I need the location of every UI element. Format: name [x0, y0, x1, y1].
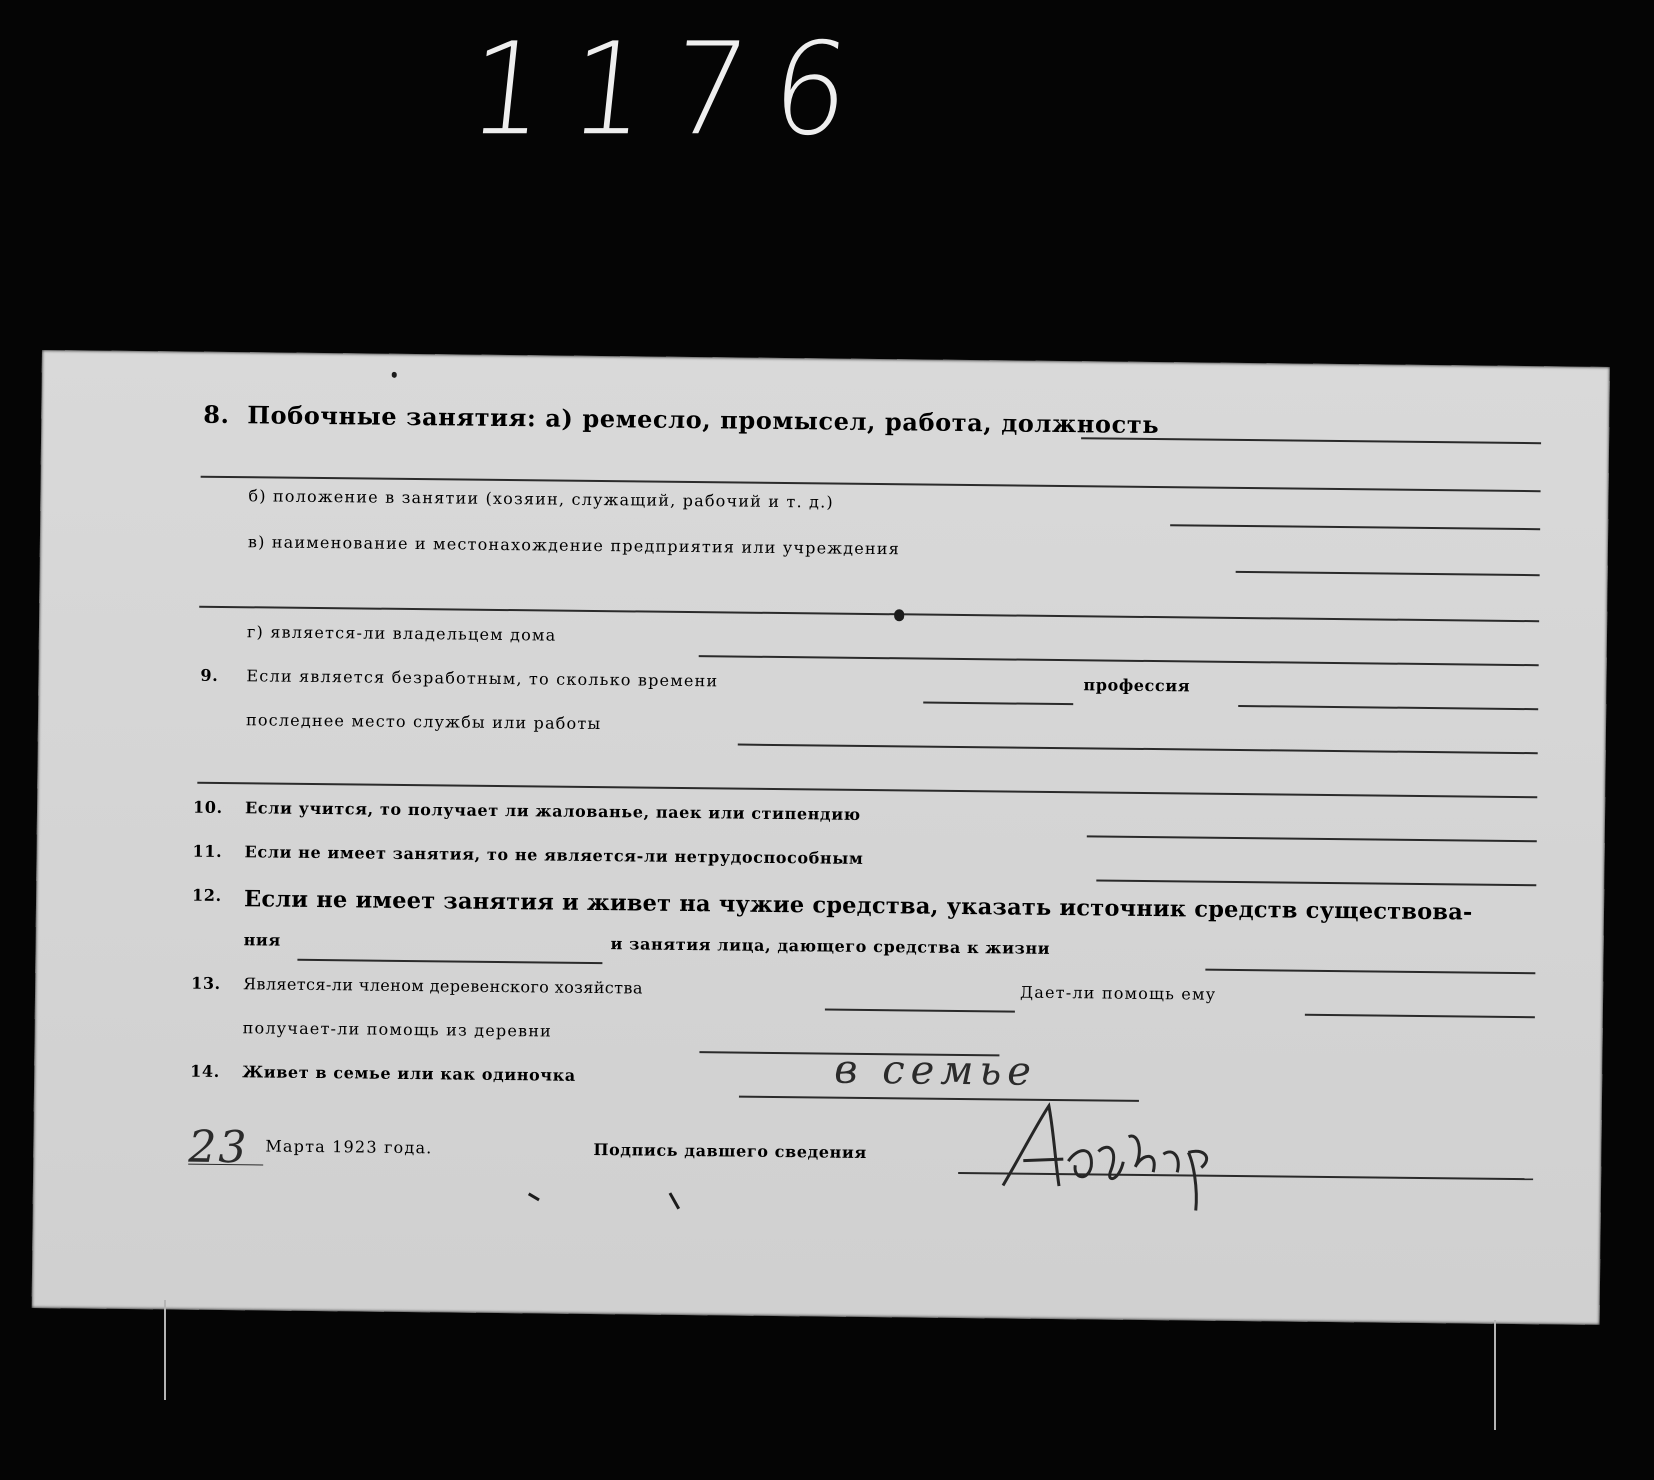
q11-text: Если не имеет занятия, то не является-ли нетрудоспособным [244, 842, 864, 868]
q12-line2-text: и занятия лица, дающего средства к жизни [610, 934, 1051, 958]
ink-speck [392, 372, 397, 378]
signature-image [993, 1090, 1254, 1213]
q8-number: 8. [203, 399, 230, 430]
q8-v-text: в) наименование и местонахождение предприятия или учреждения [247, 532, 901, 559]
q11-number: 11. [192, 841, 223, 861]
q9-continuation-line[interactable] [197, 782, 1537, 798]
q14-text: Живет в семье или как одиночка [242, 1062, 576, 1085]
q12-provider-blank[interactable] [1205, 969, 1535, 975]
footer-date-text: Марта 1923 года. [265, 1136, 433, 1158]
q12-line1-text: Если не имеет занятия и живет на чужие средства, указать источник средств существова- [243, 886, 1473, 926]
q10-text: Если учится, то получает ли жалованье, паек или стипендию [244, 798, 861, 824]
q8-main-text: Побочные занятия: а) ремесло, промысел, работа, должность [247, 400, 1160, 440]
q12-number: 12. [192, 885, 222, 905]
q9-last-job-blank[interactable] [738, 744, 1538, 755]
q13-help-label: Дает-ли помощь ему [1020, 982, 1217, 1004]
q9-line2-text: последнее место службы или работы [245, 710, 602, 734]
q8-main-blank[interactable] [1081, 437, 1541, 444]
q10-blank[interactable] [1087, 835, 1537, 842]
q8-b-blank[interactable] [1170, 524, 1540, 530]
frame-number: 1176 [462, 14, 883, 164]
signature-label: Подпись давшего сведения [593, 1140, 867, 1162]
q8-g-blank[interactable] [699, 655, 1539, 666]
questionnaire-card [32, 350, 1610, 1325]
q10-number: 10. [192, 797, 223, 817]
q12-line2-start: ния [243, 930, 281, 950]
ink-speck [894, 609, 904, 621]
q9-profession-blank[interactable] [1238, 705, 1538, 710]
q9-profession-label: профессия [1083, 675, 1191, 696]
footer-day-handwritten: 23 [188, 1121, 249, 1174]
q13-line1-text: Является-ли членом деревенского хозяйства [243, 974, 643, 998]
q8-v-blank[interactable] [1236, 571, 1540, 576]
q13-number: 13. [191, 973, 221, 993]
q9-line1-text: Если является безработным, то сколько времени [246, 666, 719, 691]
q11-blank[interactable] [1096, 879, 1536, 886]
q14-answer-handwritten: в семье [834, 1046, 1038, 1095]
ink-speck [528, 1193, 540, 1202]
q9-number: 9. [200, 665, 219, 685]
film-edge-mark [1494, 1320, 1496, 1430]
q13-member-blank[interactable] [825, 1009, 1015, 1013]
q9-duration-blank[interactable] [923, 702, 1073, 706]
q14-number: 14. [190, 1061, 220, 1081]
film-edge-mark [164, 1300, 166, 1400]
q8-g-text: г) является-ли владельцем дома [246, 622, 557, 645]
q8-v-continuation-line[interactable] [199, 606, 1539, 622]
q13-line2-text: получает-ли помощь из деревни [242, 1018, 553, 1041]
q13-help-blank[interactable] [1305, 1014, 1535, 1018]
q12-source-blank[interactable] [297, 959, 602, 964]
ink-speck [669, 1192, 680, 1209]
q8-b-text: б) положение в занятии (хозяин, служащий, рабочий и т. д.) [248, 486, 835, 512]
